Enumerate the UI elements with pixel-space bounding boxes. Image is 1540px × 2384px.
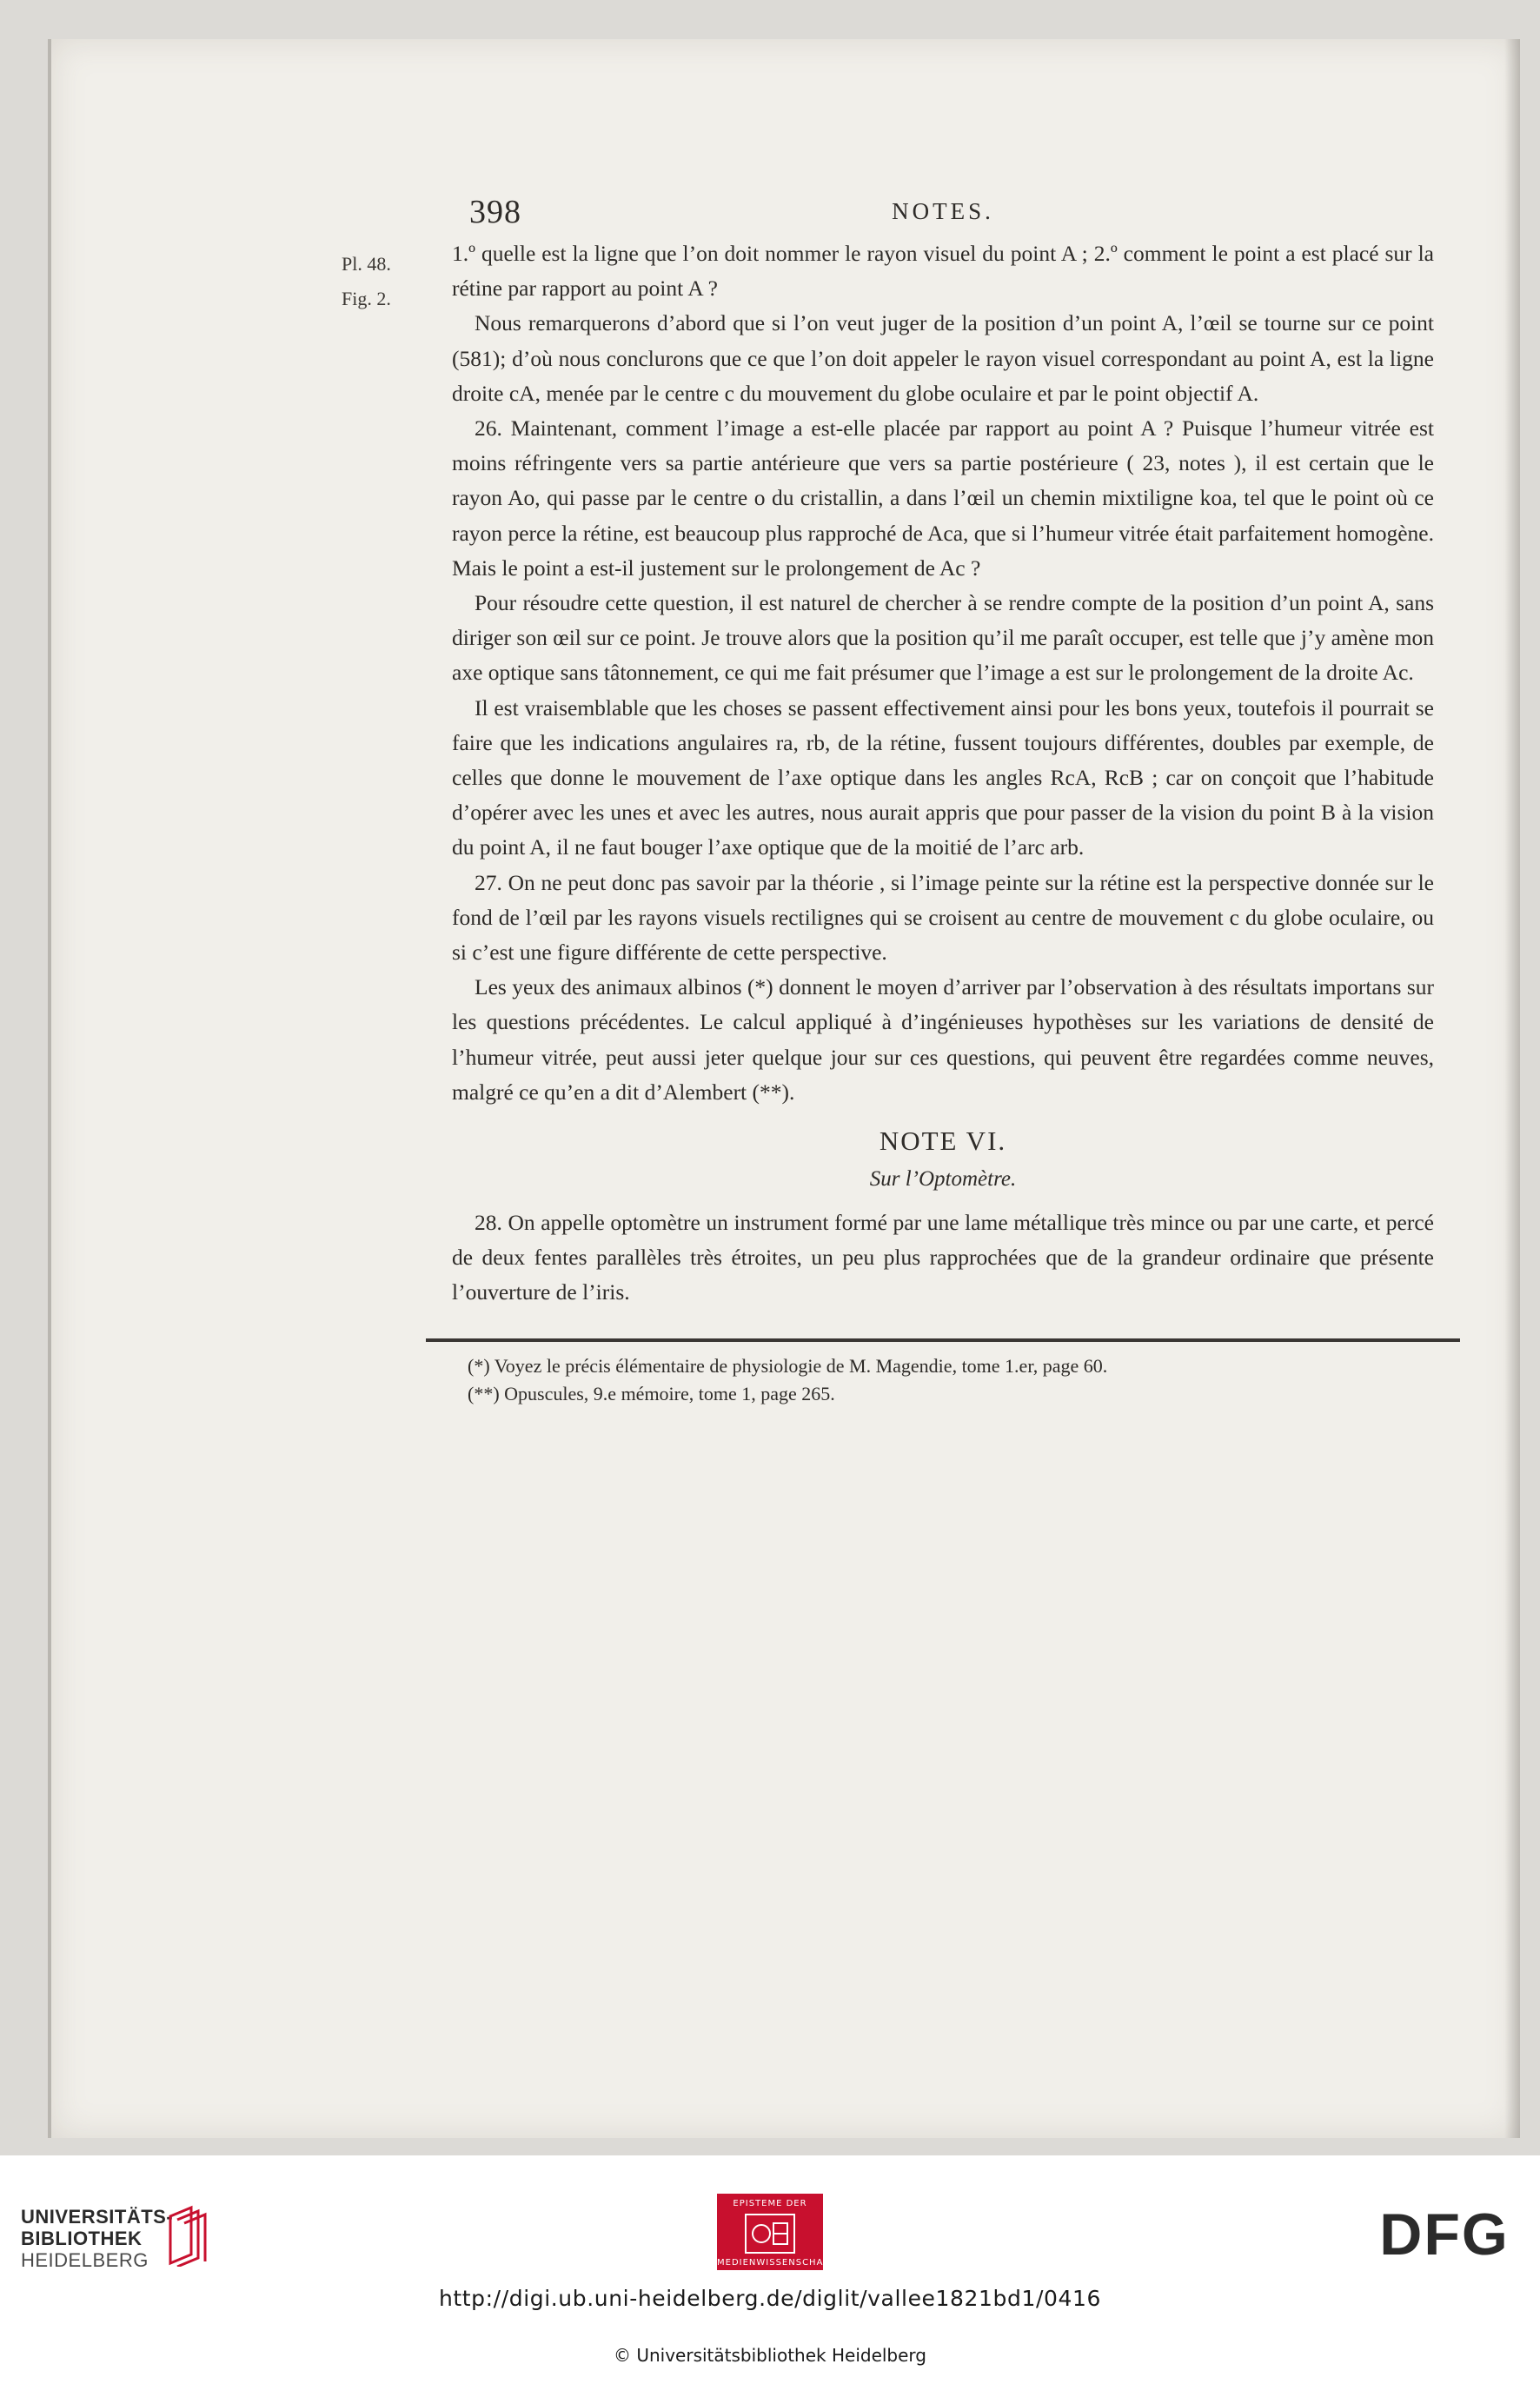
paragraph-2: Nous remarquerons d’abord que si l’on veut juger de la position d’un point A, l’œil se tourne sur ce point (581); d’où nous conclurons que ce que l’on doit appeler le rayon visuel correspondant au point A, est la ligne droite cA, menée par le centre c du mouvement du globe oculaire et par le point objectif A. [452, 310, 1434, 406]
project-logo[interactable] [717, 2194, 836, 2270]
library-logo[interactable] [21, 2206, 173, 2271]
page-content [342, 193, 1434, 1408]
margin-notes [342, 247, 391, 316]
project-emblem-icon [744, 2213, 796, 2255]
permalink-url[interactable]: http://digi.ub.uni-heidelberg.de/diglit/vallee1821bd1/0416 [438, 2286, 1102, 2311]
paragraph-5: Il est vraisemblable que les choses se passent effectivement ainsi pour les bons yeux, toutefois il pourrait se faire que les indications angulaires ra, rb, de la rétine, fussent toujours différentes, doubles par exemple, de celles que donne le mouvement de l’axe optique dans les angles RcA, RcB ; car on conçoit que l’habitude d’opérer avec les unes et avec les autres, nous aurait appris que pour passer de la vision du point B à la vision du point A, il ne faut bouger l’axe optique que de la moitié de l’arc arb. [452, 694, 1434, 860]
funder-logo[interactable] [1366, 2202, 1523, 2265]
paragraph-4: Pour résoudre cette question, il est naturel de chercher à se rendre compte de la position d’un point A, sans diriger son œil sur ce point. Je trouve alors que la position qu’il me paraît occuper, est telle que j’y amène mon axe optique sans tâtonnement, ce qui me fait présumer que l’image a est sur le prolongement de la droite Ac. [452, 590, 1434, 686]
paragraph-3: 26. Maintenant, comment l’image a est-elle placée par rapport au point A ? Puisque l’humeur vitrée est moins réfringente vers sa partie antérieure que vers sa partie postérieure ( 23, notes ), il est certain que le rayon Ao, qui passe par le centre o du cristallin, a dans l’œil un chemin mixtiligne koa, tel que le point où ce rayon perce la rétine, est beaucoup plus rapproché de Aca, que si l’humeur vitrée était parfaitement homogène. Mais le point a est-il justement sur le prolongement de Ac ? [452, 415, 1434, 581]
library-logo-line-3: HEIDELBERG [21, 2249, 149, 2271]
running-head: NOTES. [892, 198, 994, 224]
copyright-notice: © Universitätsbibliothek Heidelberg [613, 2345, 926, 2366]
paragraph-7: Les yeux des animaux albinos (*) donnent le moyen d’arriver par l’observation à des résultats importans sur les questions précédentes. Le calcul appliqué à d’ingénieuses hypothèses sur les variations de densité de l’humeur vitrée, peut aussi jeter quelque jour sur ces questions, qui peuvent être regardées comme neuves, malgré ce qu’en a dit d’Alembert (**). [452, 974, 1434, 1105]
library-logo-line-2: BIBLIOTHEK [21, 2228, 143, 2249]
note-subheading: Sur l’Optomètre. [869, 1167, 1017, 1192]
project-logo-line-2: MEDIENWISSENSCHAFT [717, 2258, 836, 2268]
paragraph-6: 27. On ne peut donc pas savoir par la théorie , si l’image peinte sur la rétine est la perspective donnée sur le fond de l’œil par les rayons visuels rectilignes qui se croisent au centre de mouvement c du globe oculaire, ou si c’est une figure différente de cette perspective. [452, 869, 1434, 966]
paragraph-1: 1.º quelle est la ligne que l’on doit nommer le rayon visuel du point A ; 2.º comment le point a est placé sur la rétine par rapport au point A ? [452, 241, 1434, 302]
library-book-icon [165, 2204, 209, 2267]
funder-logo-text: DFG [1379, 2202, 1510, 2265]
footnote-1: (*) Voyez le précis élémentaire de physiologie de M. Magendie, tome 1.er, page 60. [468, 1354, 1108, 1377]
page-number: 398 [469, 194, 521, 230]
margin-note-figure: Fig. 2. [342, 288, 391, 309]
viewer-footer [0, 2155, 1540, 2384]
footnote-2: (**) Opuscules, 9.e mémoire, tome 1, page 265. [468, 1382, 835, 1405]
project-logo-line-1: EPISTEME DER [733, 2199, 807, 2208]
footnote-rule [426, 1338, 1460, 1342]
note-paragraph: 28. On appelle optomètre un instrument formé par une lame métallique très mince ou par une carte, et percé de deux fentes parallèles très étroites, un peu plus rapprochées que de la grandeur ordinaire que présente l’ouverture de l’iris. [452, 1210, 1434, 1305]
note-heading: NOTE VI. [879, 1126, 1007, 1157]
page-header [452, 193, 1434, 236]
margin-note-plate: Pl. 48. [342, 253, 391, 275]
library-logo-line-1: UNIVERSITÄTS- [21, 2206, 174, 2228]
